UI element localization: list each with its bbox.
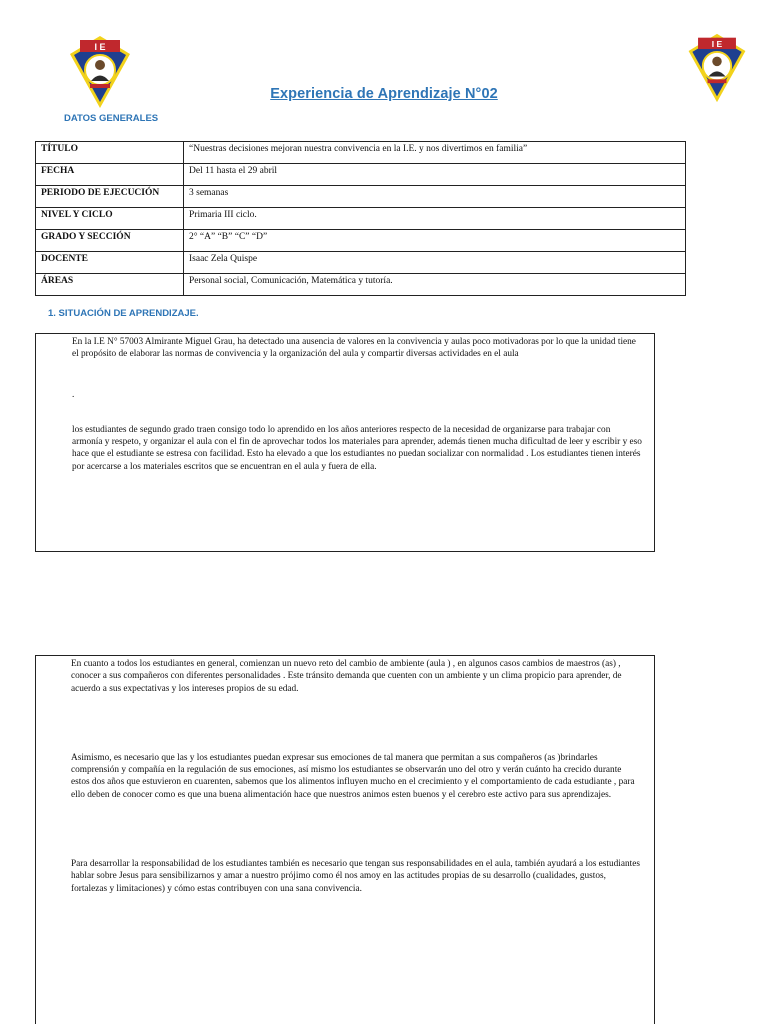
row-label: TÍTULO [36,142,184,164]
paragraph: Para desarrollar la responsabilidad de los estudiantes también es necesario que tengan sus responsabilidades en el aula, también ayudará a los estudiantes hablar sobre Jesus para sensibilizarnos y amar a nuestro prójimo como él nos amoy en las actitudes propias de su desarrollo (cualidades, gustos, fortalezas y limitaciones) y cómo estas contribuyen con una sana convivencia. [71,859,640,894]
row-value: Isaac Zela Quispe [184,252,686,274]
crest-text: I E [94,42,106,52]
paragraph: En la I.E N° 57003 Almirante Miguel Grau, ha detectado una ausencia de valores en la convivencia y aulas poco motivadoras por lo que la unidad tiene el propósito de elaborar las normas de convivencia y la organización del aula y compartir diversas actividades en el aula [72,337,636,360]
row-value: Del 11 hasta el 29 abril [184,164,686,186]
row-label: PERIODO DE EJECUCIÓN [36,186,184,208]
row-value: 3 semanas [184,186,686,208]
page-title: Experiencia de Aprendizaje N°02 [270,86,498,102]
row-label: ÁREAS [36,274,184,296]
paragraph: los estudiantes de segundo grado traen consigo todo lo aprendido en los años anteriores respecto de la necesidad de organizarse para trabajar con armonía y respeto, y organizar el aula con el fin de aprovechar todos los materiales para aprender, además tienen mucha dificultad de leer y escribir y eso hace que el estudiante se estresa con facilidad. Esto ha elevado a que los estudiantes no puedan socializar con normalidad . Los estudiantes tienen interés por acercarse a los materiales escritos que se encuentran en el aula y fuera de ella. [72,424,642,472]
paragraph: En cuanto a todos los estudiantes en general, comienzan un nuevo reto del cambio de ambiente (aula ) , en algunos casos cambios de maestros (as) , conocer a sus compañeros con diferentes personalidades . Este tránsito demanda que cuenten con un ambiente y un clima propicio para aprender, de acuerdo a sus expectativas y los intereses propios de su edad. [71,659,622,694]
situation-box-2 [35,655,655,1024]
row-value: “Nuestras decisiones mejoran nuestra convivencia en la I.E. y nos divertimos en familia” [184,142,686,164]
row-label: FECHA [36,164,184,186]
table-row [36,186,686,208]
general-data-table [35,141,686,296]
row-label: DOCENTE [36,252,184,274]
crest-text-right: I E [711,39,723,50]
row-value: Personal social, Comunicación, Matemática y tutoría. [184,274,686,296]
table-row [36,208,686,230]
datos-generales-label: DATOS GENERALES [64,113,159,124]
paragraph: Asimismo, es necesario que las y los estudiantes puedan expresar sus emociones de tal manera que permitan a sus compañeros (as )brindarles comprensión y compañía en la regulación de sus emociones, así mismo los estudiantes se observarán uno del otro y verán cuánto ha crecido durante estos dos años que estuvieron en cuarenten, sabemos que los alimentos influyen mucho en el crecimiento y el comportamiento de cada estudiante , para ello deben de conocer como es que una buena alimentación hace que nuestros animos esten buenos y el cerebro este activo para sus aprendizajes. [71,752,635,800]
paragraph: . [72,389,75,400]
table-row [36,164,686,186]
table-row [36,252,686,274]
row-value: Primaria III ciclo. [184,208,686,230]
table-row [36,230,686,252]
row-value: 2° “A” “B” “C” “D” [184,230,686,252]
situation-box-1 [35,333,655,552]
table-row [36,142,686,164]
table-row [36,274,686,296]
row-label: NIVEL Y CICLO [36,208,184,230]
section-heading: 1. SITUACIÓN DE APRENDIZAJE. [48,308,199,319]
row-label: GRADO Y SECCIÓN [36,230,184,252]
